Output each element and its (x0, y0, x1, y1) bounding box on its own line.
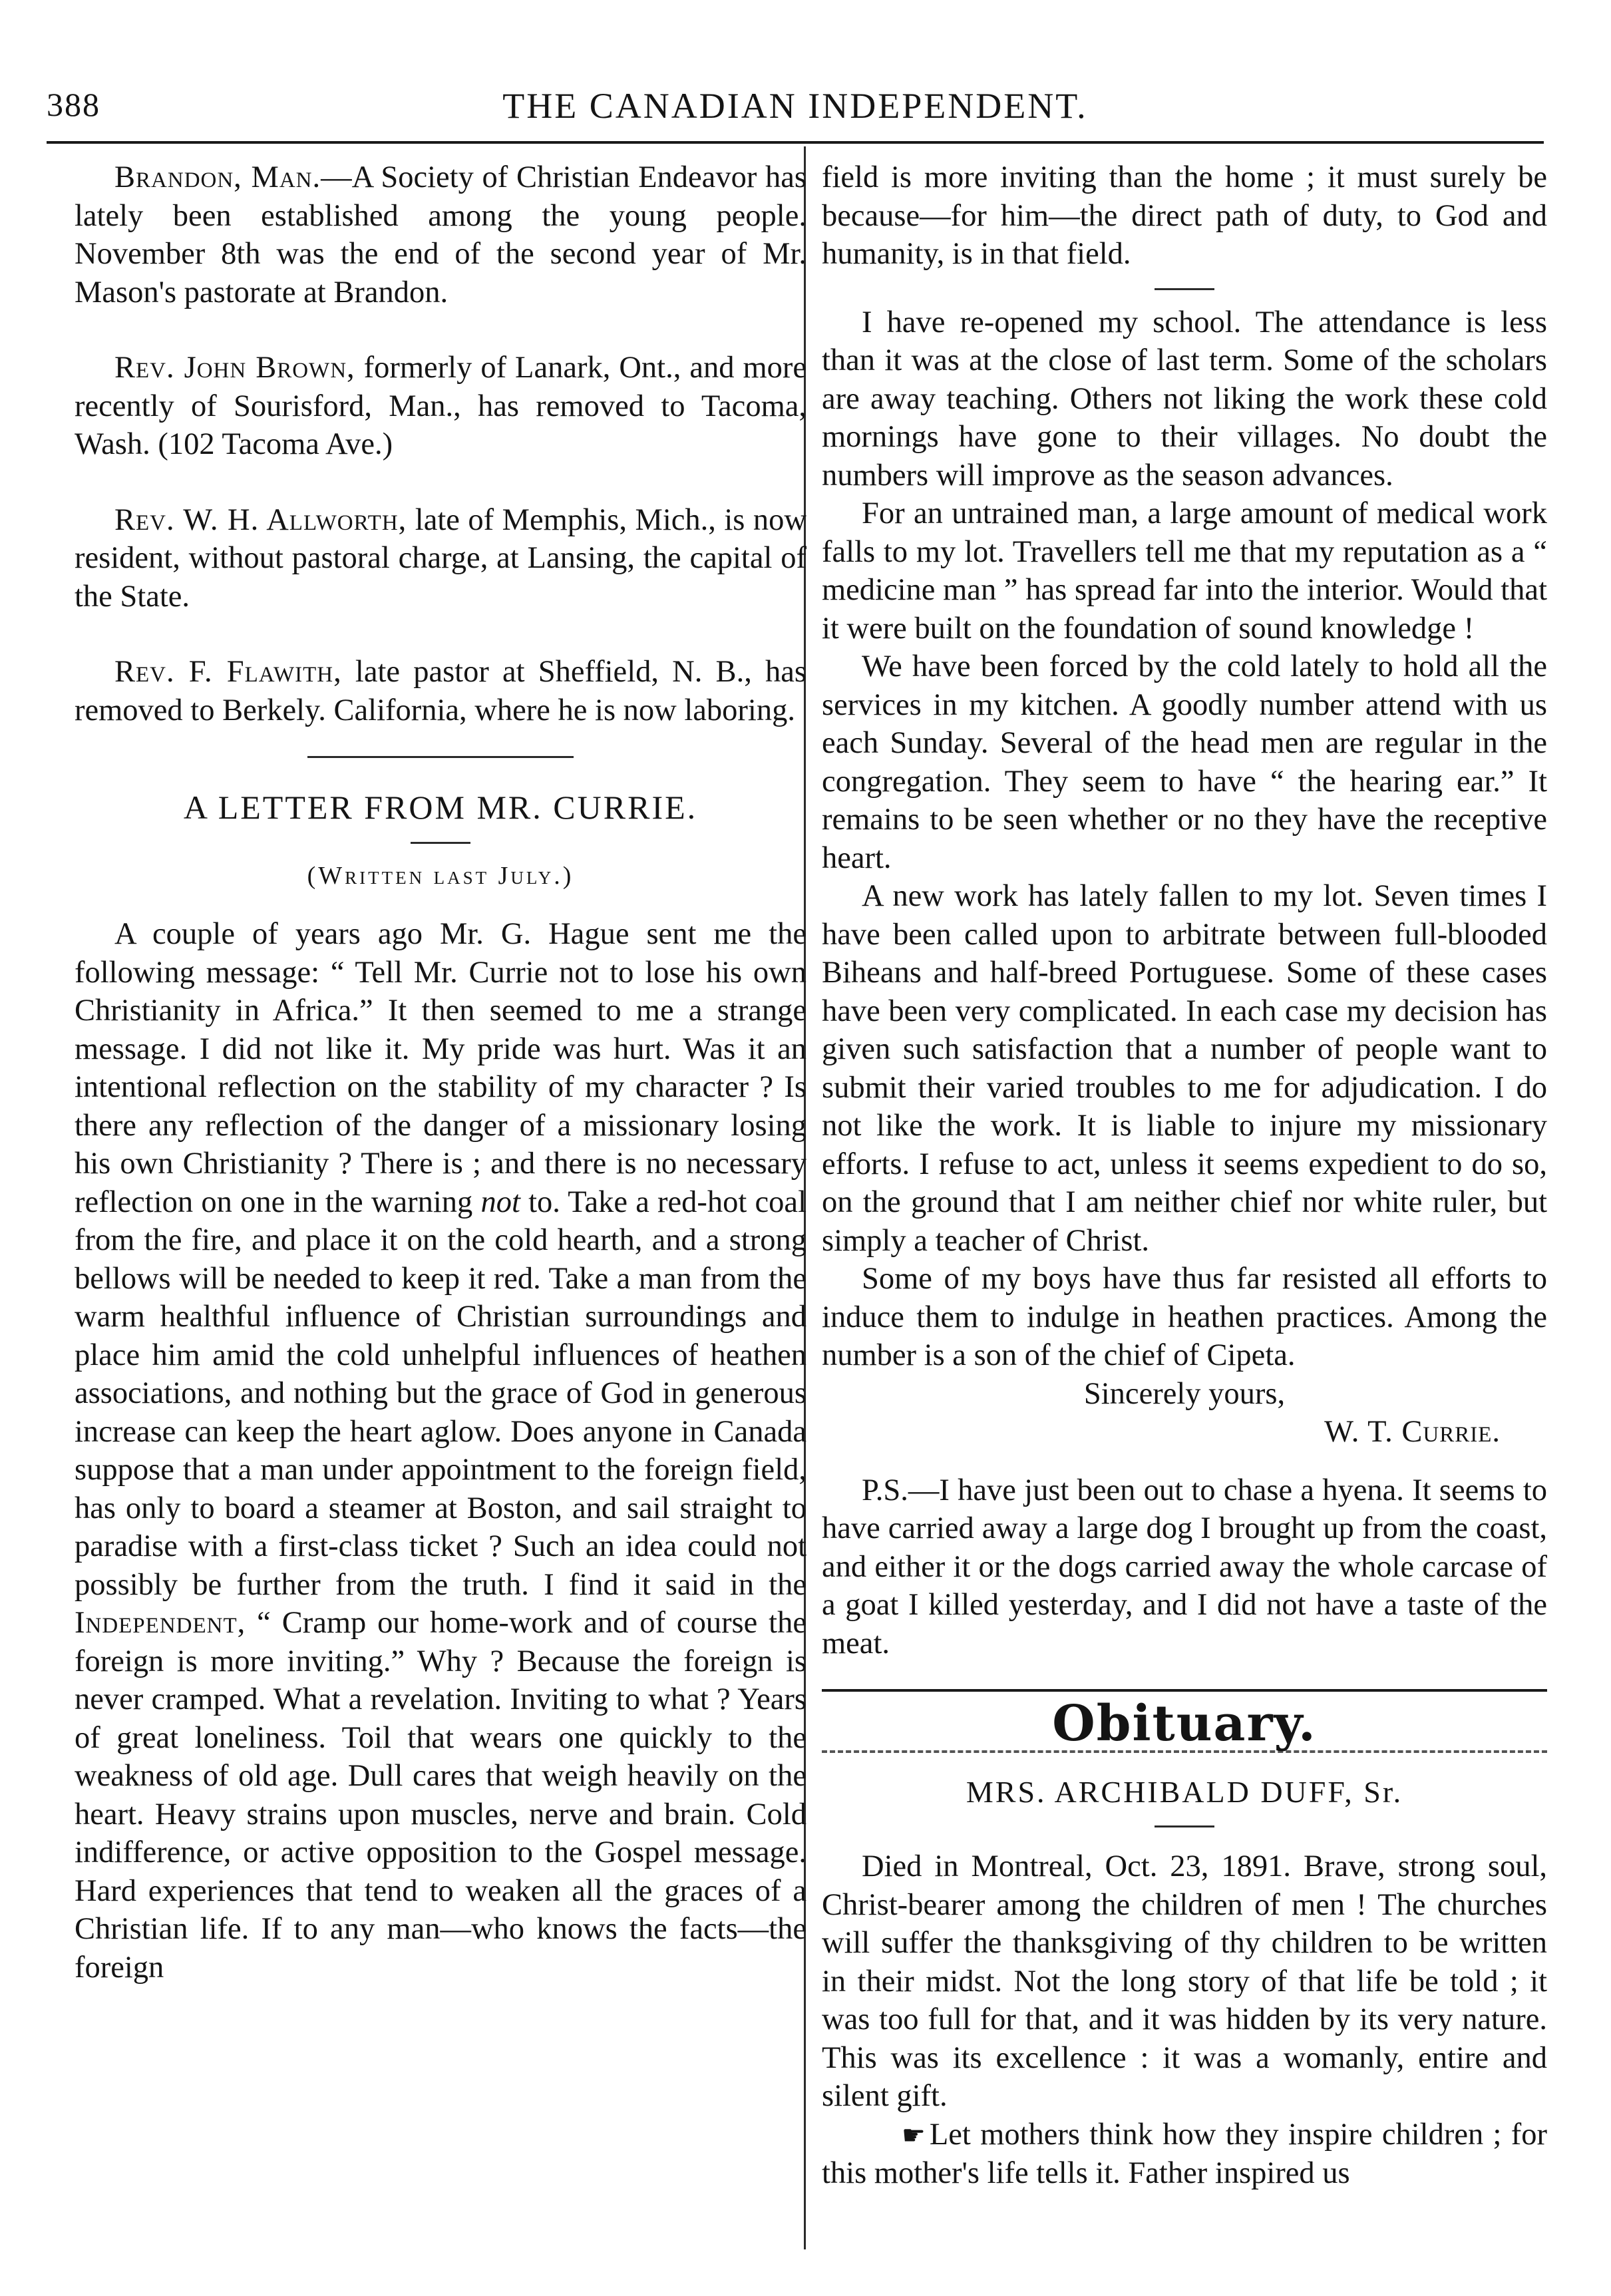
obituary-text: Let mothers think how they inspire children ; for this mother's life tells it. Father inspired us (822, 2117, 1547, 2190)
paragraph-kitchen: We have been forced by the cold lately to hold all the services in my kitchen. A goodly number attend with us each Sunday. Several of the head men are regular in the congregation. They seem to have “ the hearing ear.” It remains to be seen whether or no they have the receptive heart. (822, 650, 1547, 875)
obituary-rule (822, 1689, 1547, 1692)
notice-allworth (75, 501, 806, 616)
notice-brown (75, 349, 806, 464)
obituary-name-rule (1155, 1825, 1214, 1827)
right-column (822, 158, 1547, 2193)
left-column (75, 158, 806, 1987)
running-head: THE CANADIAN INDEPENDENT. (502, 86, 1088, 126)
notice-flawith (75, 653, 806, 729)
letter-title: A LETTER FROM MR. CURRIE. (183, 789, 698, 826)
header-rule (47, 141, 1544, 144)
obituary-heading: Obituary. (1052, 1695, 1317, 1752)
section-rule (307, 756, 574, 758)
title-rule (411, 842, 470, 844)
paragraph-boys: Some of my boys have thus far resisted all efforts to induce them to indulge in heathen practices. Among the number is a son of the chief of Cipeta. (822, 1262, 1547, 1372)
notice-lead: Rev. W. H. Allworth, (114, 502, 407, 537)
letter-emphasis: not (480, 1185, 520, 1219)
page-number: 388 (47, 86, 100, 123)
pointing-hand-icon: ☛ (902, 2120, 926, 2150)
notice-lead: Rev. John Brown, (114, 351, 355, 385)
paragraph-arbitrate: A new work has lately fallen to my lot. Seven times I have been called upon to arbitrate between full-blooded Biheans and half-breed Portuguese. Some of these cases have been very complicated. In each case my decision has given such satisfaction that a number of people want to submit their varied troubles to me for adjudication. I do not like the work. It is liable to injure my missionary efforts. I refuse to act, unless it seems expedient to do so, on the ground that I am neither chief nor white ruler, but simply a teacher of Christ. (822, 879, 1547, 1258)
paragraph-school: I have re-opened my school. The attendance is less than it was at the close of last term. Some of the scholars are away teaching. Others not liking the work these cold mornings have gone to their villages. No doubt the numbers will improve as the season advances. (822, 305, 1547, 492)
notice-lead: Rev. F. Flawith, (114, 655, 342, 689)
letter-text: A couple of years ago Mr. G. Hague sent me the following message: “ Tell Mr. Currie not to lose his own Christianity in Africa.” It then seemed to me a strange message. I did not like it. My pride was hurt. Was it an intentional reflection on the stability of my character ? Is there any reflection of the danger of a missionary losing his own Christianity ? There is ; and there is no necessary reflection on one in the warning (75, 917, 806, 1219)
notice-body: —A Society of Christian Endeavor has lately been established among the young people. November 8th was the end of the second year of Mr. Mason's pastorate at Brandon. (75, 160, 806, 309)
letter-continuation: field is more inviting than the home ; it must surely be because—for him—the direct path of duty, to God and humanity, is in that field. (822, 160, 1547, 271)
notice-body: formerly of Lanark, Ont., and more recently of Sourisford, Man., has removed to Tacoma, Wash. (102 Tacoma Ave.) (75, 351, 807, 461)
obituary-name: MRS. ARCHIBALD DUFF, Sr. (966, 1774, 1403, 1809)
obituary-paragraph (822, 2116, 1547, 2193)
notice-body: late pastor at Sheffield, N. B., has removed to Berkely. California, where he is now laboring. (75, 655, 806, 727)
letter-text: “ Cramp our home-work and of course the foreign is more inviting.” Why ? Because the foreign is never cramped. What a revelation. Inviting to what ? Years of great loneliness. Toil that wears one quickly to the weakness of old age. Dull cares that weigh heavily on the heart. Heavy strains upon muscles, nerve and brain. Cold indifference, or active opposition to the Gospel message. Hard experiences that tend to weaken all the graces of a Christian life. If to any man—who knows the facts—the foreign (75, 1606, 806, 1985)
notice-lead: Brandon, Man. (114, 160, 321, 194)
obituary-paragraph: Died in Montreal, Oct. 23, 1891. Brave, strong soul, Christ-bearer among the children of men ! The churches will suffer the thanksgiving of thy children to be written in their midst. Not the long story of that life be told ; it was too full for that, and it was hidden by its very nature. This was its excellence : it was a womanly, entire and silent gift. (822, 1849, 1547, 2113)
letter-subtitle: (Written last July.) (307, 861, 574, 890)
letter-text: to. Take a red-hot coal from the fire, and place it on the cold hearth, and a strong bellows will be needed to keep it red. Take a man from the warm healthful influence of Christian surroundings and place him amid the cold unhelpful influences of heathen associations, and nothing but the grace of God in generous increase can keep the heart aglow. Does anyone in Canada suppose that a man under appointment to the foreign field, has only to board a steamer at Boston, and sail straight to paradise with a first-class ticket ? Such an idea could not possibly be further from the truth. I find it said in the (75, 1185, 806, 1602)
publication-name: Independent, (75, 1606, 246, 1640)
paragraph-medical: For an untrained man, a large amount of medical work falls to my lot. Travellers tell me that my reputation as a “ medicine man ” has spread far into the interior. Would that it were built on the foundation of sound knowledge ! (822, 496, 1547, 646)
letter-closing: Sincerely yours, (1083, 1376, 1286, 1411)
notice-body: late of Memphis, Mich., is now resident, without pastoral charge, at Lansing, the capital of the State. (75, 502, 806, 614)
paragraph-rule (1155, 288, 1214, 290)
letter-paragraph (75, 915, 806, 1987)
notice-brandon (75, 158, 806, 311)
letter-signature: W. T. Currie. (1324, 1415, 1501, 1449)
page-header (47, 85, 1544, 138)
postscript: P.S.—I have just been out to chase a hyena. It seems to have carried away a large dog I brought up from the coast, and either it or the dogs carried away the whole carcase of a goat I killed yesterday, and I did not have a taste of the meat. (822, 1473, 1547, 1660)
